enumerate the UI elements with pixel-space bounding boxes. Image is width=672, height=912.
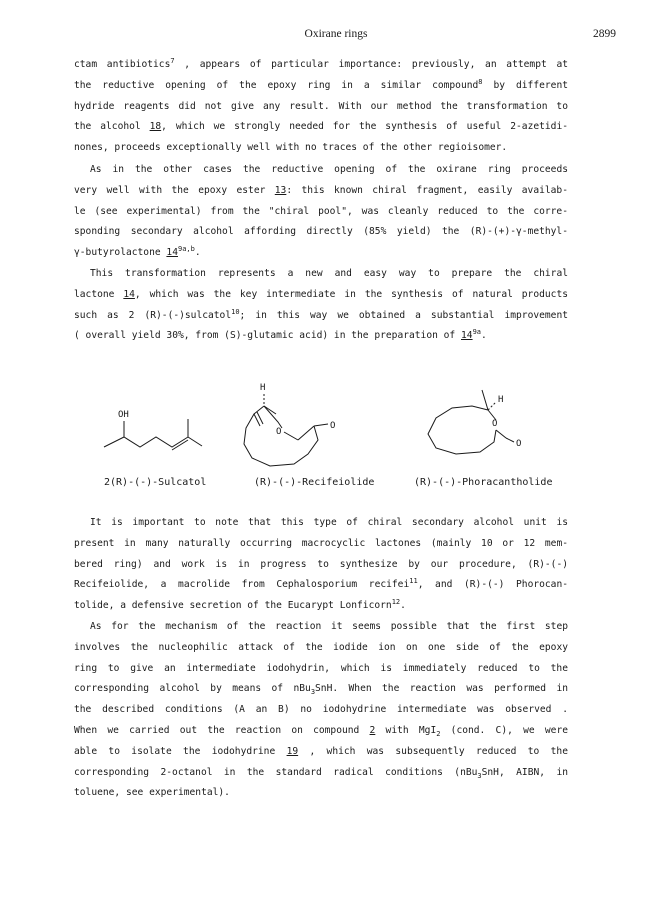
text-run: SnH. When the reaction was performed in: [315, 683, 568, 695]
text-line: As for the mechanism of the reaction it seems possible that the first step: [90, 621, 568, 632]
text-line: le (see experimental) from the "chiral pool", was cleanly reduced to the corre-: [74, 205, 568, 217]
paragraph-5: [74, 617, 568, 804]
running-header-title: Oxirane rings: [304, 28, 368, 40]
citation: 11: [409, 577, 418, 586]
carbonyl-oxygen-label: O: [330, 421, 336, 431]
citation: 8: [478, 77, 483, 86]
text-line: involves the nucleophilic attack of the iodide ion on one side of the epoxy: [74, 641, 568, 653]
text-run: the reductive opening of the epoxy ring in a similar compound: [74, 79, 479, 91]
page-number: 2899: [593, 28, 616, 40]
text-run: , which was subsequently reduced to the: [298, 745, 568, 757]
recifeiolide-structure: [238, 362, 358, 472]
text-run: , which was the key intermediate in the synthesis of natural products: [134, 288, 568, 300]
text-run: by different: [482, 79, 568, 91]
text-run: the alcohol: [74, 121, 150, 133]
text-run: ( overall yield 30%, from (S)-glutamic acid) in the preparation of: [74, 330, 461, 342]
text-run: ctam antibiotics: [74, 59, 171, 70]
text-run: lactone: [74, 288, 124, 300]
text-run: able to isolate the iodohydrine: [74, 745, 287, 757]
text-run: very well with the epoxy ester: [74, 184, 275, 196]
text-line: This transformation represents a new and easy way to prepare the chiral: [90, 268, 568, 279]
text-line: toluene, see experimental).: [74, 787, 230, 799]
paragraph-2: [74, 160, 568, 264]
text-run: Recifeiolide, a macrolide from Cephalosporium recifei: [74, 579, 410, 591]
h-label: H: [498, 395, 504, 405]
text-run: with MgI: [375, 724, 437, 736]
subscript: 3: [310, 688, 316, 697]
caption-recifeiolide: (R)-(-)-Recifeiolide: [254, 477, 375, 488]
paragraph-3: [74, 264, 568, 347]
h-label: H: [260, 383, 266, 393]
compound-ref: 13: [274, 184, 287, 196]
text-run: such as 2 (R)-(-)sulcatol: [74, 309, 232, 321]
text-line: ring to give an intermediate iodohydrin, which is immediately reduced to the: [74, 662, 568, 674]
carbonyl-oxygen-label: O: [516, 439, 522, 449]
text-line: It is important to note that this type of chiral secondary alcohol unit is: [90, 517, 568, 528]
text-line: As in the other cases the reductive opening of the oxirane ring proceeds: [90, 164, 568, 175]
text-run: γ-butyrolactone: [74, 247, 167, 259]
caption-sulcatol: 2(R)-(-)-Sulcatol: [104, 477, 207, 488]
compound-ref: 19: [286, 745, 299, 757]
citation: 12: [391, 598, 401, 606]
text-line: present in many naturally occurring macrocyclic lactones (mainly 10 or 12 mem-: [74, 537, 568, 549]
text-line: bered ring) and work is in progress to synthesize by our procedure, (R)-(-): [74, 558, 568, 570]
text-run: ; in this way we obtained a substantial improvement: [239, 309, 568, 321]
text-run: When we carried out the reaction on compound: [74, 724, 370, 736]
compound-ref: 14: [166, 247, 178, 259]
ring-oxygen-label: O: [492, 419, 498, 429]
text-run: corresponding 2-octanol in the standard radical conditions (nBu: [74, 766, 478, 778]
text-run: , which we strongly needed for the synthesis of useful 2-azetidi-: [161, 121, 568, 133]
compound-ref: 14: [461, 330, 473, 342]
text-line: sponding secondary alcohol affording directly (85% yield) the (R)-(+)-γ-methyl-: [74, 226, 568, 238]
citation: 9a,b: [177, 245, 195, 253]
oh-label: OH: [118, 410, 129, 420]
text-line: nones, proceeds exceptionally well with no traces of the other regioisomer.: [74, 142, 508, 154]
sulcatol-structure: [96, 405, 206, 465]
citation: 10: [231, 307, 240, 316]
paragraph-1: [74, 55, 568, 159]
phoracantholide-structure: [422, 382, 552, 462]
text-run: SnH, AIBN, in: [481, 766, 569, 778]
citation: 7: [170, 56, 175, 65]
text-run: , appears of particular importance: previously, an attempt at: [174, 59, 568, 70]
subscript: 3: [477, 771, 482, 780]
paragraph-4: [74, 513, 568, 617]
subscript: 2: [436, 729, 441, 738]
ring-oxygen-label: O: [276, 427, 282, 437]
text-run: , and (R)-(-) Phorocan-: [417, 579, 569, 591]
compound-ref: 2: [369, 724, 376, 736]
text-line: the described conditions (A an B) no iodohydrine intermediate was observed .: [74, 704, 568, 716]
text-line: hydride reagents did not give any result. With our method the transformation to: [74, 100, 568, 112]
caption-phoracantholide: (R)-(-)-Phoracantholide: [414, 477, 553, 488]
text-run: .: [400, 600, 406, 612]
text-run: .: [481, 330, 487, 342]
text-run: tolide, a defensive secretion of the Eucarypt Lonficorn: [74, 600, 392, 612]
compound-ref: 14: [123, 288, 135, 300]
text-run: corresponding alcohol by means of nBu: [74, 683, 311, 695]
text-run: .: [194, 247, 201, 259]
text-run: : this known chiral fragment, easily availab-: [286, 184, 568, 196]
compound-ref: 18: [149, 121, 162, 133]
citation: 9a: [472, 328, 481, 337]
text-run: (cond. C), we were: [440, 724, 568, 736]
